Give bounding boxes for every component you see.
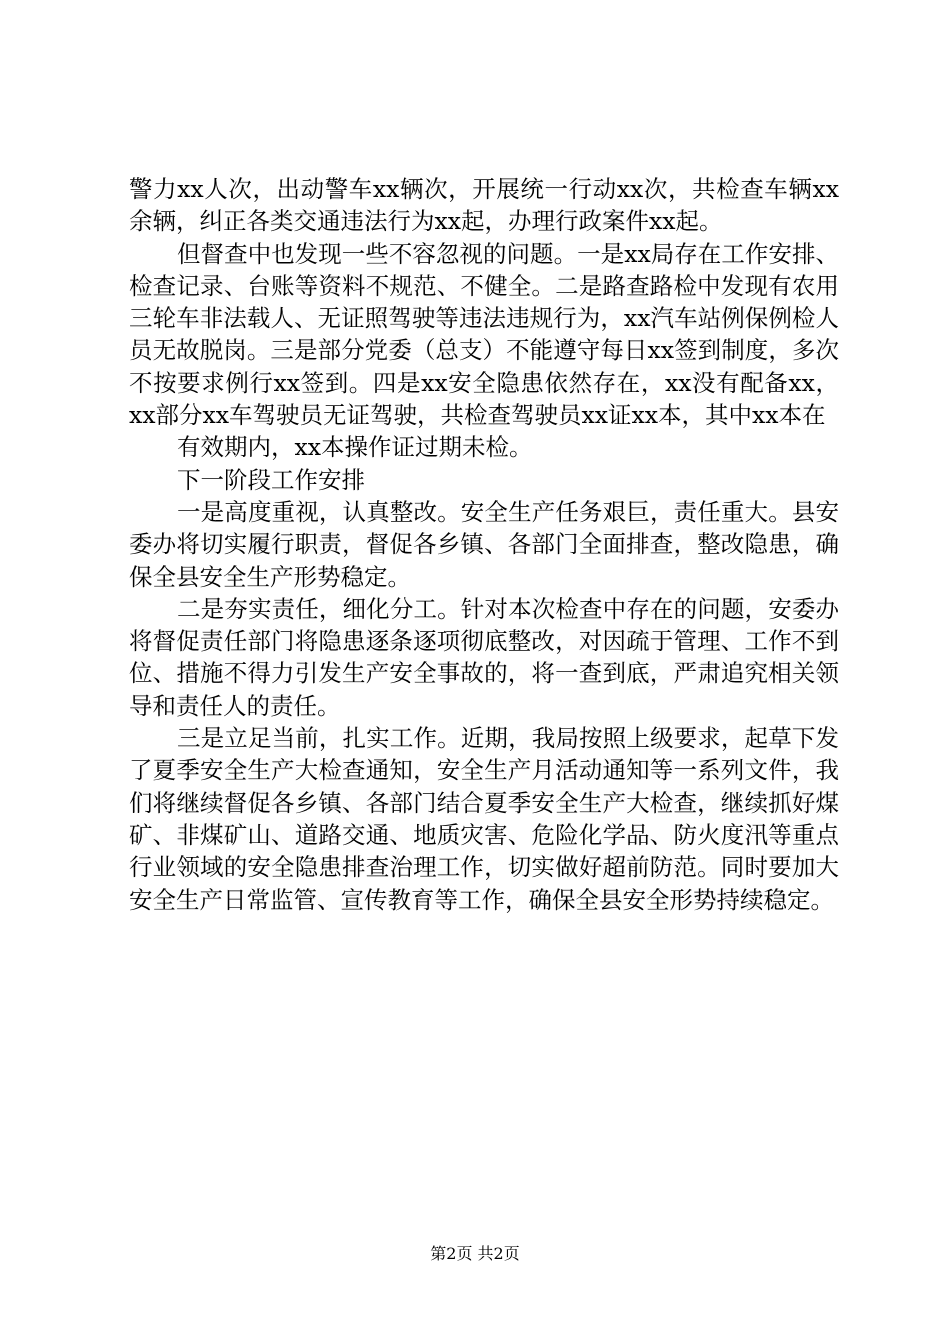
paragraph-1: 警力xx人次，出动警车xx辆次，开展统一行动xx次，共检查车辆xx余辆，纠正各类交通违法行为xx起，办理行政案件xx起。 xyxy=(129,175,839,236)
section-heading: 下一阶段工作安排 xyxy=(177,465,365,494)
document-body xyxy=(129,173,839,916)
paragraph-5: 一是高度重视，认真整改。安全生产任务艰巨，责任重大。县安委办将切实履行职责，督促各乡镇、各部门全面排查，整改隐患，确保全县安全生产形势稳定。 xyxy=(129,497,839,591)
paragraph-3: 有效期内，xx本操作证过期未检。 xyxy=(177,433,533,462)
paragraph-6: 二是夯实责任，细化分工。针对本次检查中存在的问题，安委办将督促责任部门将隐患逐条逐项彻底整改，对因疏于管理、工作不到位、措施不得力引发生产安全事故的，将一查到底，严肃追究相关领导和责任人的责任。 xyxy=(129,594,839,720)
paragraph-2: 但督查中也发现一些不容忽视的问题。一是xx局存在工作安排、检查记录、台账等资料不规范、不健全。二是路查路检中发现有农用三轮车非法载人、无证照驾驶等违法违规行为，xx汽车站例保例检人员无故脱岗。三是部分党委（总支）不能遵守每日xx签到制度，多次不按要求例行xx签到。四是xx安全隐患依然存在，xx没有配备xx，xx部分xx车驾驶员无证驾驶，共检查驾驶员xx证xx本，其中xx本在 xyxy=(129,239,839,430)
paragraph-7: 三是立足当前，扎实工作。近期，我局按照上级要求，起草下发了夏季安全生产大检查通知，安全生产月活动通知等一系列文件，我们将继续督促各乡镇、各部门结合夏季安全生产大检查，继续抓好煤矿、非煤矿山、道路交通、地质灾害、危险化学品、防火度汛等重点行业领域的安全隐患排查治理工作，切实做好超前防范。同时要加大安全生产日常监管、宣传教育等工作，确保全县安全形势持续稳定。 xyxy=(129,724,839,914)
page-footer: 第2页 共2页 xyxy=(430,1244,520,1263)
